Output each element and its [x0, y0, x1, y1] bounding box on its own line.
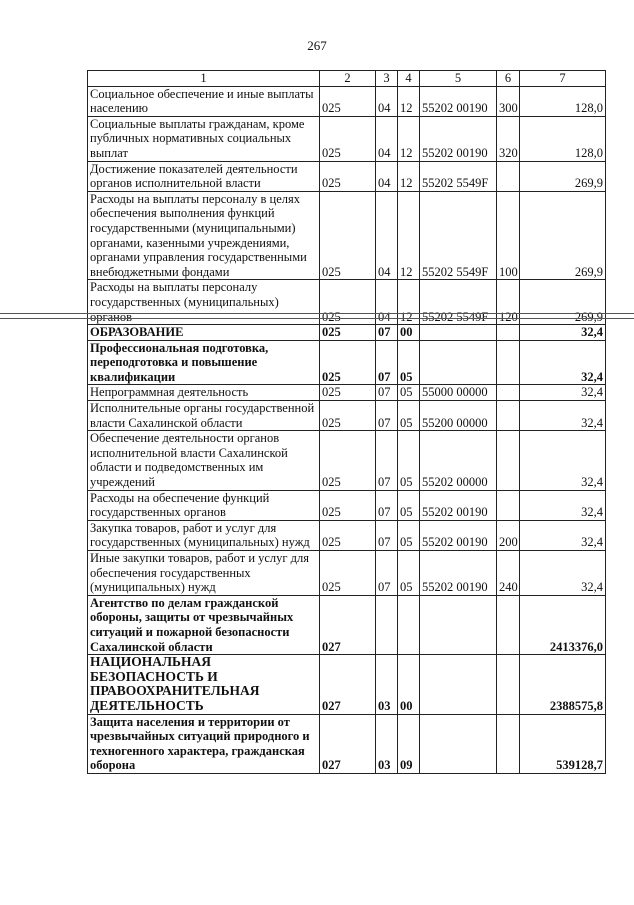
row-code: 025 [320, 86, 376, 116]
table-row [88, 431, 606, 490]
row-code: 027 [320, 655, 376, 714]
row-target-article [420, 655, 497, 714]
row-target-article: 55000 00000 [420, 385, 497, 401]
header-cell: 6 [497, 71, 520, 87]
row-expense-type [497, 401, 520, 431]
row-name: НАЦИОНАЛЬНАЯ БЕЗОПАСНОСТЬ И ПРАВООХРАНИТЕЛЬНАЯ ДЕЯТЕЛЬНОСТЬ [88, 655, 320, 714]
row-amount: 269,9 [520, 280, 606, 325]
row-amount: 32,4 [520, 325, 606, 341]
row-subsection: 05 [398, 490, 420, 520]
header-cell: 4 [398, 71, 420, 87]
row-expense-type [497, 325, 520, 341]
row-target-article: 55202 5549F [420, 191, 497, 280]
row-target-article: 55202 00190 [420, 86, 497, 116]
row-subsection: 09 [398, 714, 420, 773]
row-expense-type [497, 385, 520, 401]
row-expense-type [497, 340, 520, 385]
row-section: 07 [376, 431, 398, 490]
page-number: 267 [307, 38, 327, 53]
row-section: 07 [376, 490, 398, 520]
scan-artifact-line [0, 318, 634, 319]
budget-table [87, 70, 606, 774]
row-subsection: 00 [398, 325, 420, 341]
row-subsection: 12 [398, 191, 420, 280]
row-code: 025 [320, 551, 376, 596]
row-subsection: 05 [398, 551, 420, 596]
scan-artifact-line [0, 313, 634, 314]
row-amount: 539128,7 [520, 714, 606, 773]
row-name: Агентство по делам гражданской обороны, защиты от чрезвычайных ситуаций и пожарной безопасности Сахалинской области [88, 595, 320, 654]
row-target-article: 55202 00000 [420, 431, 497, 490]
row-section: 07 [376, 401, 398, 431]
row-target-article [420, 325, 497, 341]
row-subsection: 05 [398, 431, 420, 490]
row-code: 025 [320, 520, 376, 550]
row-subsection: 12 [398, 161, 420, 191]
table-row [88, 655, 606, 714]
row-target-article: 55202 5549F [420, 161, 497, 191]
row-name: Расходы на обеспечение функций государственных органов [88, 490, 320, 520]
row-target-article: 55202 00190 [420, 116, 497, 161]
row-subsection: 05 [398, 401, 420, 431]
row-section: 04 [376, 86, 398, 116]
row-code: 025 [320, 280, 376, 325]
table-row [88, 595, 606, 654]
row-expense-type [497, 655, 520, 714]
row-expense-type: 120 [497, 280, 520, 325]
row-subsection: 12 [398, 280, 420, 325]
row-section [376, 595, 398, 654]
table-row [88, 161, 606, 191]
row-amount: 32,4 [520, 520, 606, 550]
row-expense-type [497, 595, 520, 654]
row-subsection [398, 595, 420, 654]
row-name: Профессиональная подготовка, переподготовка и повышение квалификации [88, 340, 320, 385]
header-cell: 7 [520, 71, 606, 87]
row-expense-type: 100 [497, 191, 520, 280]
row-target-article [420, 714, 497, 773]
table-row [88, 86, 606, 116]
row-expense-type [497, 490, 520, 520]
table-row [88, 490, 606, 520]
row-section: 04 [376, 280, 398, 325]
row-code: 027 [320, 714, 376, 773]
row-expense-type [497, 714, 520, 773]
row-code: 025 [320, 401, 376, 431]
row-name: Исполнительные органы государственной власти Сахалинской области [88, 401, 320, 431]
row-section: 07 [376, 340, 398, 385]
row-subsection: 05 [398, 340, 420, 385]
row-expense-type: 300 [497, 86, 520, 116]
row-subsection: 12 [398, 86, 420, 116]
row-name: Расходы на выплаты персоналу государственных (муниципальных) органов [88, 280, 320, 325]
row-code: 025 [320, 116, 376, 161]
row-name: Обеспечение деятельности органов исполнительной власти Сахалинской области и подведомственных им учреждений [88, 431, 320, 490]
row-expense-type [497, 161, 520, 191]
row-target-article: 55200 00000 [420, 401, 497, 431]
row-subsection: 12 [398, 116, 420, 161]
row-amount: 2388575,8 [520, 655, 606, 714]
row-expense-type [497, 431, 520, 490]
row-target-article: 55202 00190 [420, 520, 497, 550]
row-section: 04 [376, 116, 398, 161]
row-amount: 32,4 [520, 490, 606, 520]
table-row [88, 551, 606, 596]
row-amount: 32,4 [520, 551, 606, 596]
table-row [88, 116, 606, 161]
row-subsection: 05 [398, 385, 420, 401]
row-subsection: 05 [398, 520, 420, 550]
row-code: 025 [320, 431, 376, 490]
row-name: ОБРАЗОВАНИЕ [88, 325, 320, 341]
header-cell: 5 [420, 71, 497, 87]
table-row [88, 401, 606, 431]
row-amount: 32,4 [520, 385, 606, 401]
row-section: 07 [376, 385, 398, 401]
table-row [88, 191, 606, 280]
row-section: 04 [376, 161, 398, 191]
header-cell: 1 [88, 71, 320, 87]
table-row [88, 340, 606, 385]
row-name: Закупка товаров, работ и услуг для государственных (муниципальных) нужд [88, 520, 320, 550]
header-row [88, 71, 606, 87]
row-target-article [420, 340, 497, 385]
row-code: 025 [320, 385, 376, 401]
row-amount: 2413376,0 [520, 595, 606, 654]
row-name: Защита населения и территории от чрезвычайных ситуаций природного и техногенного характера, гражданская оборона [88, 714, 320, 773]
row-section: 03 [376, 714, 398, 773]
table-row [88, 325, 606, 341]
row-section: 04 [376, 191, 398, 280]
table-row [88, 520, 606, 550]
row-expense-type: 240 [497, 551, 520, 596]
row-code: 025 [320, 161, 376, 191]
row-code: 025 [320, 325, 376, 341]
row-name: Социальное обеспечение и иные выплаты населению [88, 86, 320, 116]
row-name: Социальные выплаты гражданам, кроме публичных нормативных социальных выплат [88, 116, 320, 161]
row-amount: 128,0 [520, 116, 606, 161]
header-cell: 2 [320, 71, 376, 87]
row-expense-type: 200 [497, 520, 520, 550]
row-code: 025 [320, 490, 376, 520]
row-amount: 32,4 [520, 340, 606, 385]
row-section: 03 [376, 655, 398, 714]
row-target-article: 55202 00190 [420, 490, 497, 520]
row-subsection: 00 [398, 655, 420, 714]
row-name: Иные закупки товаров, работ и услуг для обеспечения государственных (муниципальных) нужд [88, 551, 320, 596]
row-code: 025 [320, 191, 376, 280]
table-row [88, 385, 606, 401]
row-target-article: 55202 00190 [420, 551, 497, 596]
row-code: 027 [320, 595, 376, 654]
row-expense-type: 320 [497, 116, 520, 161]
row-amount: 269,9 [520, 161, 606, 191]
table-row [88, 714, 606, 773]
row-amount: 32,4 [520, 431, 606, 490]
header-cell: 3 [376, 71, 398, 87]
row-name: Непрограммная деятельность [88, 385, 320, 401]
row-name: Достижение показателей деятельности органов исполнительной власти [88, 161, 320, 191]
row-code: 025 [320, 340, 376, 385]
row-amount: 269,9 [520, 191, 606, 280]
row-section: 07 [376, 520, 398, 550]
row-name: Расходы на выплаты персоналу в целях обеспечения выполнения функций государственными (муниципальными) органами, казенными учреждениями, органами управления государственными внебюджетными фондами [88, 191, 320, 280]
row-section: 07 [376, 551, 398, 596]
row-target-article [420, 595, 497, 654]
row-section: 07 [376, 325, 398, 341]
row-amount: 32,4 [520, 401, 606, 431]
row-amount: 128,0 [520, 86, 606, 116]
row-target-article: 55202 5549F [420, 280, 497, 325]
